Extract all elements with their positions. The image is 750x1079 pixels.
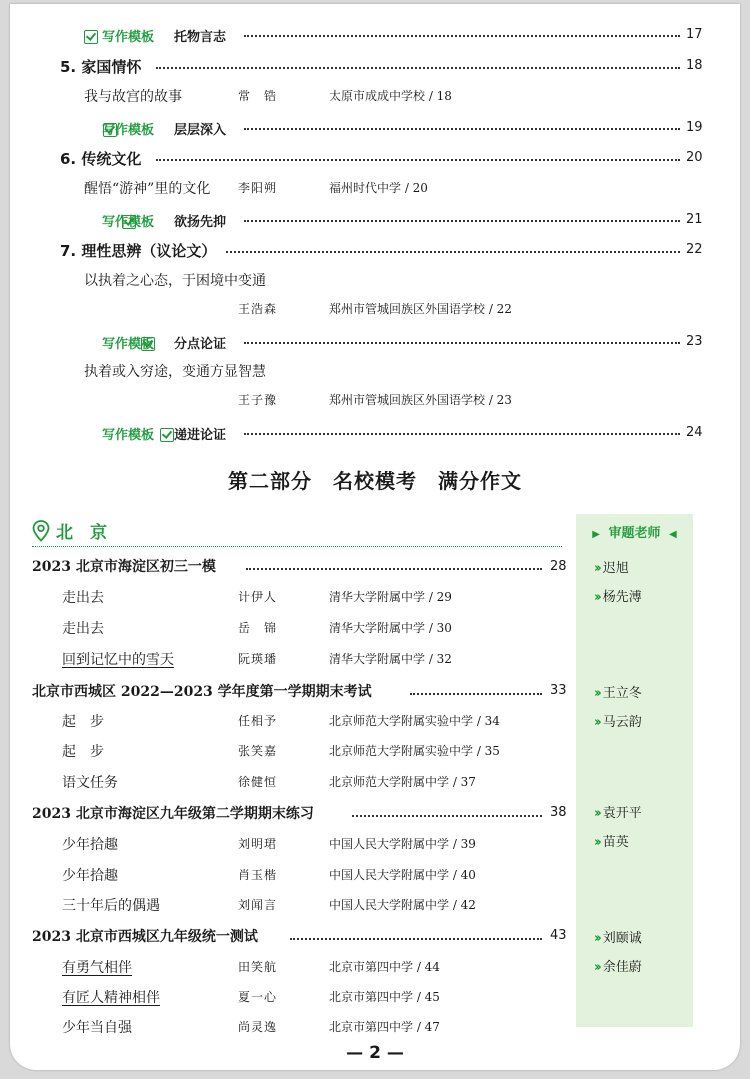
essay-title[interactable]: 执着或入穷途，变通方显智慧 [84, 364, 266, 380]
play-right-icon: ▶ [592, 529, 600, 540]
play-left-icon: ◀ [669, 529, 677, 540]
page-ref: 24 [686, 425, 703, 440]
essay-school: 郑州市管城回族区外国语学校 / 23 [329, 393, 512, 407]
checklist-icon [160, 428, 174, 442]
reviewer-name: ›› 袁开平 [594, 806, 642, 821]
essay-author: 刘闻言 [238, 898, 278, 912]
leader-dots [246, 568, 542, 570]
essay-title[interactable]: 回到记忆中的雪天 [62, 652, 174, 668]
essay-school: 北京师范大学附属实验中学 / 34 [329, 714, 500, 728]
essay-school: 中国人民大学附属中学 / 42 [329, 898, 476, 912]
template-name[interactable]: 欲扬先抑 [174, 215, 227, 230]
reviewer-panel-title: 审题老师 [608, 526, 661, 541]
essay-school: 北京市第四中学 / 45 [329, 990, 440, 1004]
double-chevron-right-icon: ›› [594, 686, 599, 701]
leader-dots [410, 693, 542, 695]
essay-school: 太原市成成中学校 / 18 [329, 89, 452, 103]
essay-school: 中国人民大学附属中学 / 39 [329, 837, 476, 851]
page-number [0, 1043, 750, 1063]
double-chevron-right-icon: ›› [594, 835, 599, 850]
leader-dots [290, 938, 542, 940]
template-label: 写作模板 [102, 123, 155, 138]
essay-title[interactable]: 有勇气相伴 [62, 960, 132, 976]
location-pin-icon [32, 520, 50, 542]
page-number-value: 2 [369, 1043, 381, 1063]
reviewer-name: ›› 刘颐诚 [594, 931, 642, 946]
leader-dots [352, 815, 542, 817]
essay-school: 清华大学附属中学 / 32 [329, 652, 452, 666]
double-chevron-right-icon: ›› [594, 590, 599, 605]
double-chevron-right-icon: ›› [594, 806, 599, 821]
template-name[interactable]: 递进论证 [174, 428, 227, 443]
essay-author: 徐健恒 [238, 775, 278, 789]
essay-school: 北京市第四中学 / 47 [329, 1020, 440, 1034]
page-ref: 20 [686, 150, 703, 165]
reviewer-name: ›› 王立冬 [594, 686, 642, 701]
page-ref: 28 [550, 559, 567, 574]
essay-school: 清华大学附属中学 / 30 [329, 621, 452, 635]
essay-title[interactable]: 醒悟“游神”里的文化 [84, 181, 211, 197]
template-label: 写作模板 [102, 428, 155, 443]
exam-title[interactable]: 2023 北京市海淀区九年级第二学期期末练习 [32, 806, 314, 822]
essay-title[interactable]: 少年当自强 [62, 1020, 132, 1036]
essay-author: 常 锆 [238, 89, 278, 103]
essay-school: 郑州市管城回族区外国语学校 / 22 [329, 302, 512, 316]
exam-title[interactable]: 北京市西城区 2022—2023 学年度第一学期期末考试 [32, 684, 372, 700]
reviewer-name: ›› 迟旭 [594, 561, 629, 576]
region-label: 北 京 [56, 523, 107, 543]
essay-title[interactable]: 起 步 [62, 714, 104, 730]
page-ref: 17 [686, 27, 703, 42]
leader-dots [244, 433, 680, 435]
template-label: 写作模板 [102, 215, 155, 230]
essay-author: 阮瑛璠 [238, 652, 278, 666]
page-ref: 22 [686, 242, 703, 257]
essay-school: 中国人民大学附属中学 / 40 [329, 868, 476, 882]
leader-dots [244, 35, 680, 37]
essay-title[interactable]: 语文任务 [62, 775, 118, 791]
essay-school: 北京师范大学附属实验中学 / 35 [329, 744, 500, 758]
page-ref: 21 [686, 212, 703, 227]
checklist-icon [84, 30, 98, 44]
essay-title[interactable]: 少年拾趣 [62, 837, 118, 853]
essay-school: 福州时代中学 / 20 [329, 181, 428, 195]
region-divider [32, 546, 562, 547]
essay-author: 夏一心 [238, 990, 278, 1004]
essay-title[interactable]: 少年拾趣 [62, 868, 118, 884]
essay-author: 张笑嘉 [238, 744, 278, 758]
essay-title[interactable]: 走出去 [62, 621, 104, 637]
section-title[interactable]: 5. 家国情怀 [60, 58, 142, 76]
exam-title[interactable]: 2023 北京市西城区九年级统一测试 [32, 929, 258, 945]
essay-author: 王子豫 [238, 393, 278, 407]
template-label: 写作模板 [102, 337, 155, 352]
essay-author: 田笑航 [238, 960, 278, 974]
dash-left: — [346, 1043, 370, 1063]
essay-author: 尚灵逸 [238, 1020, 278, 1034]
essay-title[interactable]: 走出去 [62, 590, 104, 606]
leader-dots [244, 342, 680, 344]
essay-author: 肖玉楷 [238, 868, 278, 882]
essay-author: 李阳朔 [238, 181, 278, 195]
essay-title[interactable]: 三十年后的偶遇 [62, 898, 160, 914]
template-name[interactable]: 托物言志 [174, 30, 227, 45]
essay-author: 计伊人 [238, 590, 278, 604]
essay-author: 王浩森 [238, 302, 278, 316]
essay-title[interactable]: 我与故宫的故事 [84, 89, 182, 105]
leader-dots [156, 159, 680, 161]
reviewer-name: ›› 苗英 [594, 835, 629, 850]
double-chevron-right-icon: ›› [594, 715, 599, 730]
double-chevron-right-icon: ›› [594, 561, 599, 576]
double-chevron-right-icon: ›› [594, 960, 599, 975]
essay-author: 岳 锦 [238, 621, 278, 635]
reviewer-name: ›› 杨先溥 [594, 590, 642, 605]
template-name[interactable]: 层层深入 [174, 123, 227, 138]
reviewer-name: ›› 余佳蔚 [594, 960, 642, 975]
reviewer-panel-header [576, 522, 693, 541]
page-ref: 18 [686, 58, 703, 73]
essay-school: 北京市第四中学 / 44 [329, 960, 440, 974]
essay-school: 清华大学附属中学 / 29 [329, 590, 452, 604]
exam-title[interactable]: 2023 北京市海淀区初三一模 [32, 559, 216, 575]
page-ref: 23 [686, 334, 703, 349]
double-chevron-right-icon: ›› [594, 931, 599, 946]
essay-author: 刘明珺 [238, 837, 278, 851]
page-ref: 19 [686, 120, 703, 135]
leader-dots [156, 67, 680, 69]
leader-dots [244, 220, 680, 222]
page-ref: 43 [550, 928, 567, 943]
essay-title[interactable]: 起 步 [62, 744, 104, 760]
essay-author: 任相予 [238, 714, 278, 728]
dash-right: — [380, 1043, 404, 1063]
page-ref: 33 [550, 683, 567, 698]
essay-school: 北京师范大学附属中学 / 37 [329, 775, 476, 789]
section-title[interactable]: 7. 理性思辨（议论文） [60, 242, 217, 260]
reviewer-name: ›› 马云韵 [594, 715, 642, 730]
essay-title[interactable]: 有匠人精神相伴 [62, 990, 160, 1006]
template-label: 写作模板 [102, 30, 155, 45]
template-name[interactable]: 分点论证 [174, 337, 227, 352]
section-title[interactable]: 6. 传统文化 [60, 150, 142, 168]
leader-dots [226, 251, 680, 253]
leader-dots [244, 128, 680, 130]
part-heading: 第二部分 名校模考 满分作文 [228, 469, 522, 493]
page-ref: 38 [550, 805, 567, 820]
essay-title[interactable]: 以执着之心态，于困境中变通 [84, 273, 266, 289]
